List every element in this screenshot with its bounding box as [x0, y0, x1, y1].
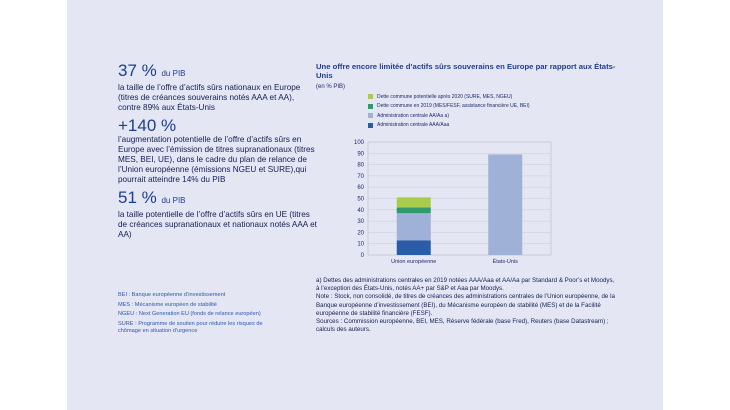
y-tick-label: 90	[357, 151, 364, 158]
note-item: a) Dettes des administrations centrales en 2019 notées AAA/Aaa et AA/Aa par Standard & Poor’s et Moodys, à l’exception des États-Unis, notés AA+ par S&P et Aaa par Moodys.	[316, 277, 615, 293]
legend-label: Administration centrale AAA/Aaa	[377, 122, 450, 129]
page-background	[67, 0, 663, 410]
y-tick-label: 50	[357, 196, 364, 203]
x-tick-label: États-Unis	[492, 259, 518, 265]
note-item: Sources : Commission européenne, BEI, MES, Réserve fédérale (base Fred), Reuters (base Datastream) ; calculs des auteurs.	[316, 318, 609, 334]
legend-swatch	[368, 123, 373, 128]
glossary-item: MES : Mécanisme européen de stabilité	[118, 301, 217, 308]
stat-description: l’augmentation potentielle de l’offre d’actifs sûrs en Europe avec l’émission de titres supranationaux (titres MES, BEI, UE), dans le cadre du plan de relance de l’Union européenne (émissions NGEU et SURE),qui pourrait atteindre 14% du PIB	[118, 135, 315, 184]
y-tick-label: 30	[357, 219, 364, 226]
bar-chart	[316, 137, 616, 277]
bar-segment	[488, 154, 522, 255]
stat-block	[118, 117, 318, 185]
chart-notes	[316, 277, 616, 334]
stat-description: la taille potentielle de l’offre d’actifs sûrs en UE (titres de créances supranationaux et nationaux notés AAA et AA)	[118, 210, 317, 239]
legend-label: Administration centrale AA/Aa a)	[377, 112, 449, 119]
stat-unit: du PIB	[161, 196, 186, 205]
key-figures	[118, 62, 318, 244]
chart-panel	[316, 62, 616, 334]
legend-swatch	[368, 113, 373, 118]
bar-segment	[397, 213, 431, 240]
bar-segment	[397, 240, 431, 255]
legend-swatch	[368, 94, 373, 99]
stat-value: 37 %	[118, 61, 157, 80]
stat-value: 51 %	[118, 188, 157, 207]
legend-item	[368, 111, 530, 121]
y-tick-label: 0	[360, 253, 364, 259]
stat-block	[118, 62, 318, 113]
legend-item	[368, 121, 530, 131]
stat-value: +140 %	[118, 116, 177, 135]
chart-title: Une offre encore limitée d’actifs sûrs souverains en Europe par rapport aux États-Unis	[316, 62, 616, 80]
note-item: Note : Stock, non consolidé, de titres de créances des administrations centrales de l’Union européenne, de la Banque européenne d’investissement (BEI), du Mécanisme européen de stabilité (MES) et de la Facilité européenne de stabilité financière (FESF).	[316, 293, 615, 317]
bar-segment	[397, 208, 431, 214]
legend-item	[368, 92, 530, 102]
y-tick-label: 20	[357, 230, 364, 237]
y-tick-label: 100	[353, 140, 364, 146]
stat-unit: du PIB	[161, 69, 186, 78]
chart-legend	[368, 92, 530, 130]
bar-segment	[397, 197, 431, 207]
y-tick-label: 10	[357, 241, 364, 248]
y-tick-label: 70	[357, 173, 364, 180]
glossary	[118, 292, 278, 338]
y-tick-label: 40	[357, 207, 364, 214]
legend-item	[368, 102, 530, 112]
legend-label: Dette commune en 2019 (MES/FESF, assistance financière UE, BEI)	[377, 103, 530, 110]
glossary-item: BEI : Banque européenne d’investissement	[118, 292, 226, 298]
stat-block	[118, 189, 318, 240]
legend-swatch	[368, 104, 373, 109]
x-tick-label: Union européenne	[391, 259, 437, 265]
glossary-item: SURE : Programme de soutien pour réduire les risques de chômage en situation d’urgence	[118, 320, 263, 334]
glossary-item: NGEU : Next Generation EU (fonds de relance européen)	[118, 311, 261, 317]
y-tick-label: 80	[357, 162, 364, 169]
y-tick-label: 60	[357, 185, 364, 192]
chart-subtitle: (en % PIB)	[316, 84, 346, 90]
legend-label: Dette commune potentielle après 2020 (SURE, MES, NGEU)	[377, 93, 513, 100]
stat-description: la taille de l’offre d’actifs sûrs nationaux en Europe (titres de créances souverains notés AAA et AA), contre 89% aux États-Unis	[118, 83, 301, 112]
